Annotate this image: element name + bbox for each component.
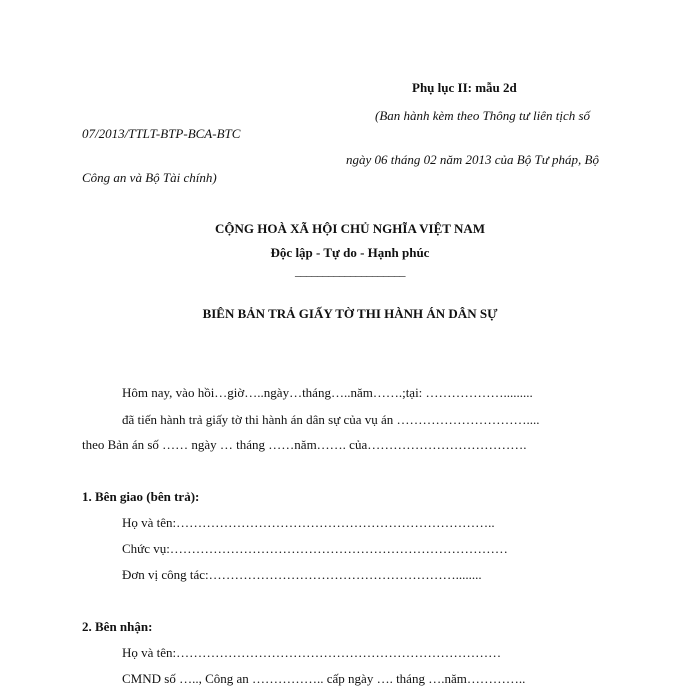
section-2-title: 2. Bên nhận: <box>82 619 153 634</box>
intro-line-3: theo Bản án số …… ngày … tháng ……năm……. của………………………………. <box>82 437 527 452</box>
document-title: BIÊN BẢN TRẢ GIẤY TỜ THI HÀNH ÁN DÂN SỰ <box>202 306 498 321</box>
giver-position-field: Chức vụ:…………………………………………………………………… <box>122 541 508 556</box>
receiver-name-field: Họ và tên:………………………………………………………………… <box>122 645 502 660</box>
section-1-title: 1. Bên giao (bên trả): <box>82 489 200 504</box>
appendix-title: Phụ lục II: mẫu 2d <box>412 80 517 95</box>
receiver-id-field: CMND số ….., Công an …………….. cấp ngày …. tháng ….năm………….. <box>122 671 526 686</box>
header-divider: ____________________ <box>295 264 405 278</box>
giver-unit-field: Đơn vị công tác:…………………………………………………........ <box>122 567 482 582</box>
appendix-issued-line-2: 07/2013/TTLT-BTP-BCA-BTC <box>82 126 241 141</box>
motto: Độc lập - Tự do - Hạnh phúc <box>270 245 430 260</box>
intro-line-2: đã tiến hành trả giấy tờ thi hành án dân sự của vụ án ………………………….... <box>122 412 540 427</box>
appendix-issued-line-3: ngày 06 tháng 02 năm 2013 của Bộ Tư pháp, Bộ <box>346 152 599 167</box>
intro-line-1: Hôm nay, vào hồi…giờ…..ngày…tháng…..năm…….;tại: ………………......... <box>122 385 533 400</box>
appendix-issued-line-4: Công an và Bộ Tài chính) <box>82 170 217 185</box>
appendix-issued-line-1: (Ban hành kèm theo Thông tư liên tịch số <box>375 108 591 123</box>
giver-name-field: Họ và tên:……………………………………………………………….. <box>122 515 495 530</box>
nation-heading: CỘNG HOÀ XÃ HỘI CHỦ NGHĨA VIỆT NAM <box>214 221 486 236</box>
